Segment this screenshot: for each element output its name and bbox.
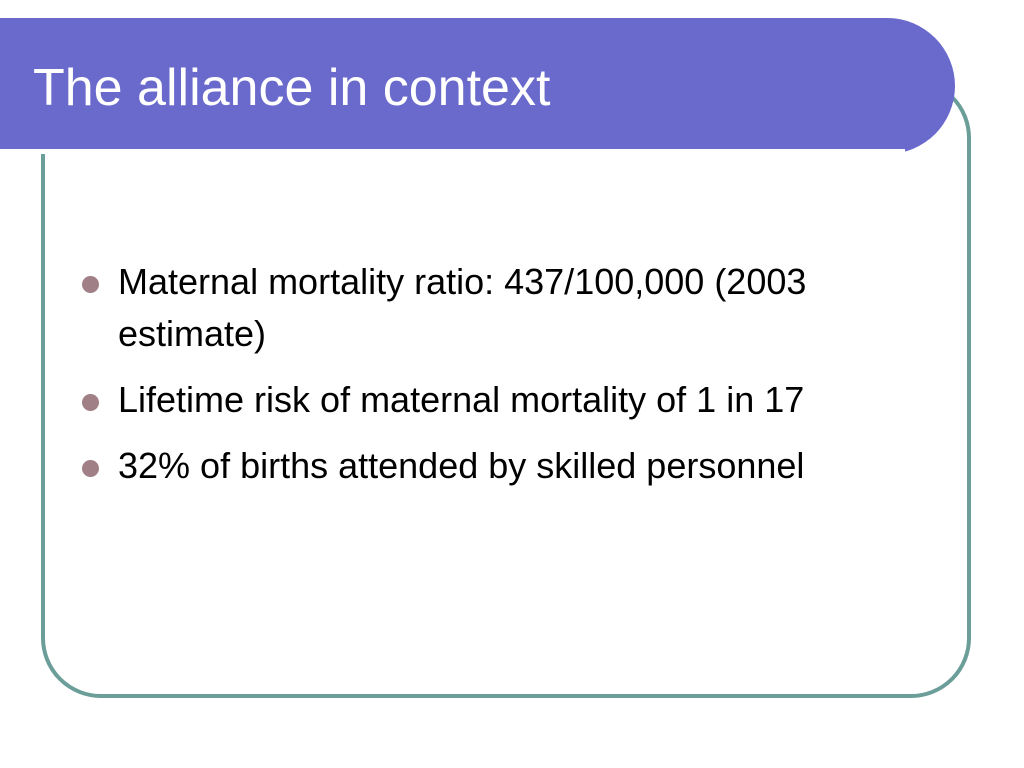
bullet-item — [80, 374, 950, 426]
bullet-dot-icon — [82, 394, 99, 411]
bullet-item — [80, 440, 950, 492]
title-bar — [0, 18, 955, 154]
slide-title: The alliance in context — [33, 59, 551, 117]
bullet-item — [80, 256, 950, 360]
bullet-text: Maternal mortality ratio: 437/100,000 (2003 estimate) — [118, 261, 807, 354]
bullet-dot-icon — [82, 460, 99, 477]
title-underline — [0, 149, 905, 154]
bullet-list — [80, 256, 950, 506]
bullet-dot-icon — [82, 276, 99, 293]
bullet-text: Lifetime risk of maternal mortality of 1 in 17 — [118, 379, 805, 420]
bullet-text: 32% of births attended by skilled personnel — [118, 445, 805, 486]
